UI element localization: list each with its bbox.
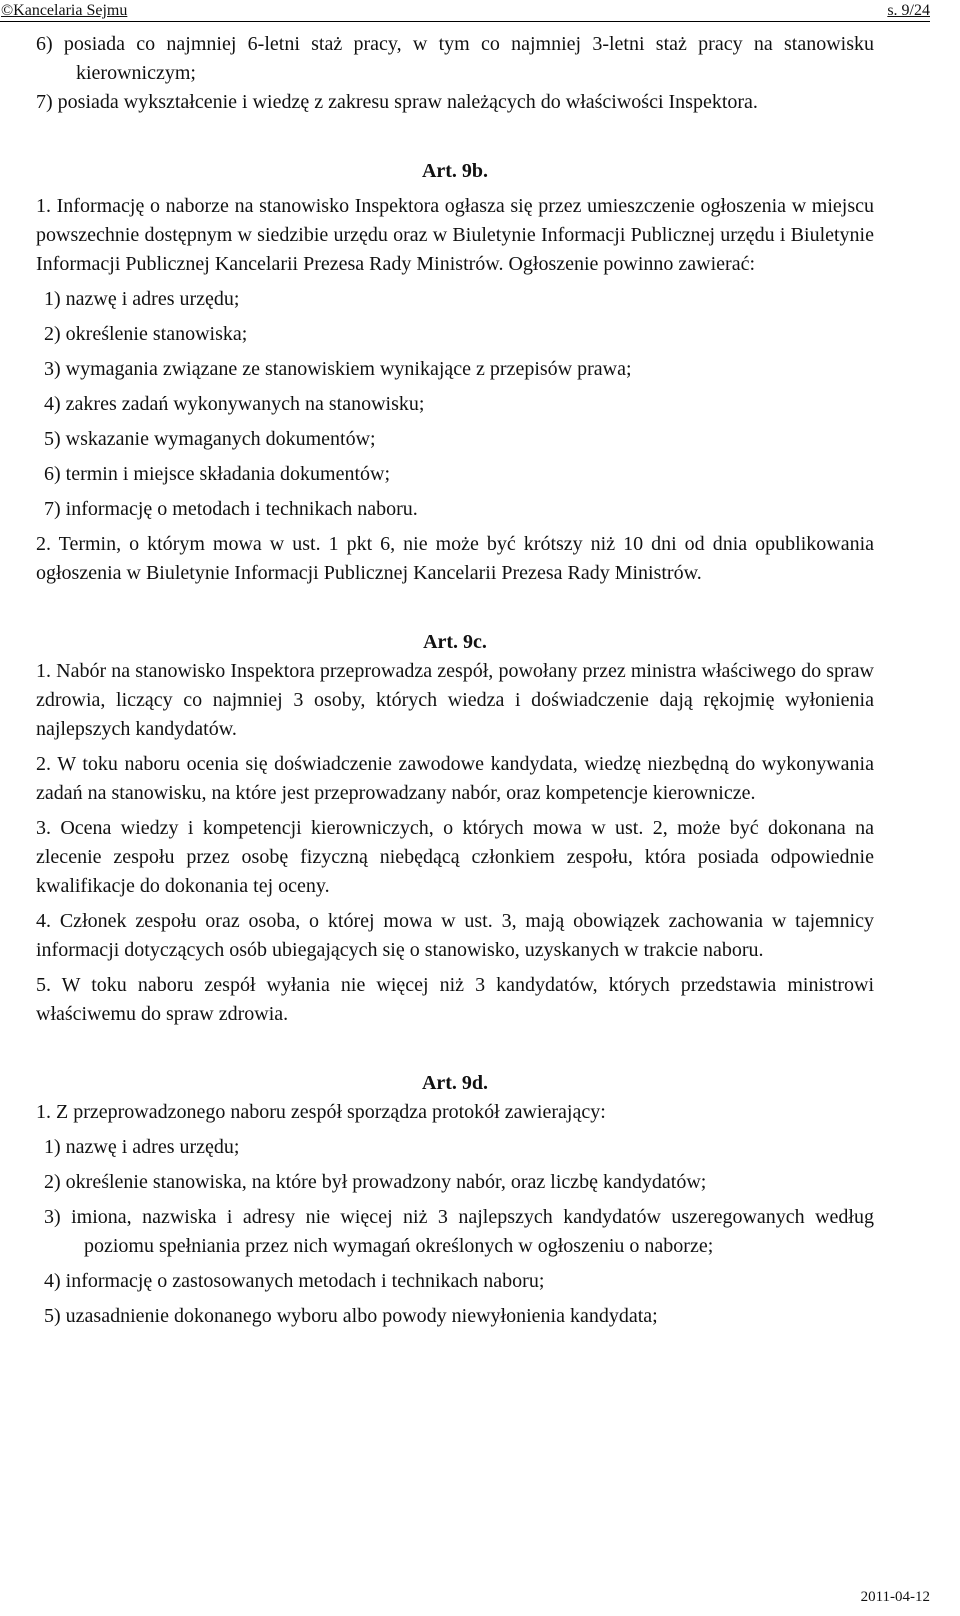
paragraph: 1. Z przeprowadzonego naboru zespół sporządza protokół zawierający: — [36, 1101, 606, 1123]
list-item: 4) zakres zadań wykonywanych na stanowisku; — [44, 393, 425, 415]
paragraph: 2. Termin, o którym mowa w ust. 1 pkt 6, nie może być krótszy niż 10 dni od dnia opublikowania ogłoszenia w Biuletynie Informacji Publicznej Kancelarii Prezesa Rady Ministrów. — [36, 533, 874, 584]
article-title: Art. 9d. — [421, 1072, 489, 1094]
paragraph: 4. Członek zespołu oraz osoba, o której mowa w ust. 3, mają obowiązek zachowania w tajemnicy informacji dotyczących osób ubiegających się o stanowisko, uzyskanych w trakcie naboru. — [36, 910, 874, 961]
article-title: Art. 9c. — [423, 631, 487, 653]
list-item: 5) wskazanie wymaganych dokumentów; — [44, 428, 376, 450]
paragraph: 2. W toku naboru ocenia się doświadczenie zawodowe kandydata, wiedzę niezbędną do wykonywania zadań na stanowisku, na które jest przeprowadzany nabór, oraz kompetencje kierownicze. — [36, 753, 874, 804]
page-number: s. 9/24 — [887, 2, 930, 19]
list-item: 3) wymagania związane ze stanowiskiem wynikające z przepisów prawa; — [44, 358, 632, 380]
list-item: 3) imiona, nazwiska i adresy nie więcej niż 3 najlepszych kandydatów uszeregowanych według poziomu spełniania przez nich wymagań określonych w ogłoszeniu o naborze; — [44, 1206, 874, 1257]
document-body — [36, 30, 874, 1331]
paragraph: 1. Nabór na stanowisko Inspektora przeprowadza zespół, powołany przez ministra właściwego do spraw zdrowia, liczący co najmniej 3 osoby, których wiedza i doświadczenie dają rękojmię wyłonienia najlepszych kandydatów. — [36, 660, 874, 740]
document-date: 2011-04-12 — [860, 1589, 930, 1605]
list-item: 1) nazwę i adres urzędu; — [44, 288, 240, 310]
list-item: 1) nazwę i adres urzędu; — [44, 1136, 240, 1158]
paragraph: 1. Informację o naborze na stanowisko Inspektora ogłasza się przez umieszczenie ogłoszenia w miejscu powszechnie dostępnym w siedzibie urzędu oraz w Biuletynie Informacji Publicznej urzędu i Biuletynie Informacji Publicznej Kancelarii Prezesa Rady Ministrów. Ogłoszenie powinno zawierać: — [36, 195, 874, 275]
list-item: 2) określenie stanowiska, na które był prowadzony nabór, oraz liczbę kandydatów; — [44, 1171, 707, 1193]
list-item: 6) termin i miejsce składania dokumentów; — [44, 463, 391, 485]
list-item: 7) posiada wykształcenie i wiedzę z zakresu spraw należących do właściwości Inspektora. — [36, 91, 758, 113]
list-item: 5) uzasadnienie dokonanego wyboru albo powody niewyłonienia kandydata; — [44, 1305, 658, 1327]
list-item: 7) informację o metodach i technikach naboru. — [44, 498, 418, 520]
list-item: 6) posiada co najmniej 6-letni staż pracy, w tym co najmniej 3-letni staż pracy na stanowisku kierowniczym; — [36, 33, 874, 84]
list-item: 2) określenie stanowiska; — [44, 323, 248, 345]
article-title: Art. 9b. — [421, 160, 489, 182]
list-item: 4) informację o zastosowanych metodach i technikach naboru; — [44, 1270, 545, 1292]
header-rule — [0, 21, 930, 22]
copyright-notice: ©Kancelaria Sejmu — [1, 2, 128, 19]
paragraph: 3. Ocena wiedzy i kompetencji kierowniczych, o których mowa w ust. 2, może być dokonana na zlecenie zespołu przez osobę fizyczną niebędącą członkiem zespołu, która posiada odpowiednie kwalifikacje do dokonania tej oceny. — [36, 817, 874, 897]
paragraph: 5. W toku naboru zespół wyłania nie więcej niż 3 kandydatów, których przedstawia ministrowi właściwemu do spraw zdrowia. — [36, 974, 874, 1025]
page-header — [0, 0, 960, 22]
